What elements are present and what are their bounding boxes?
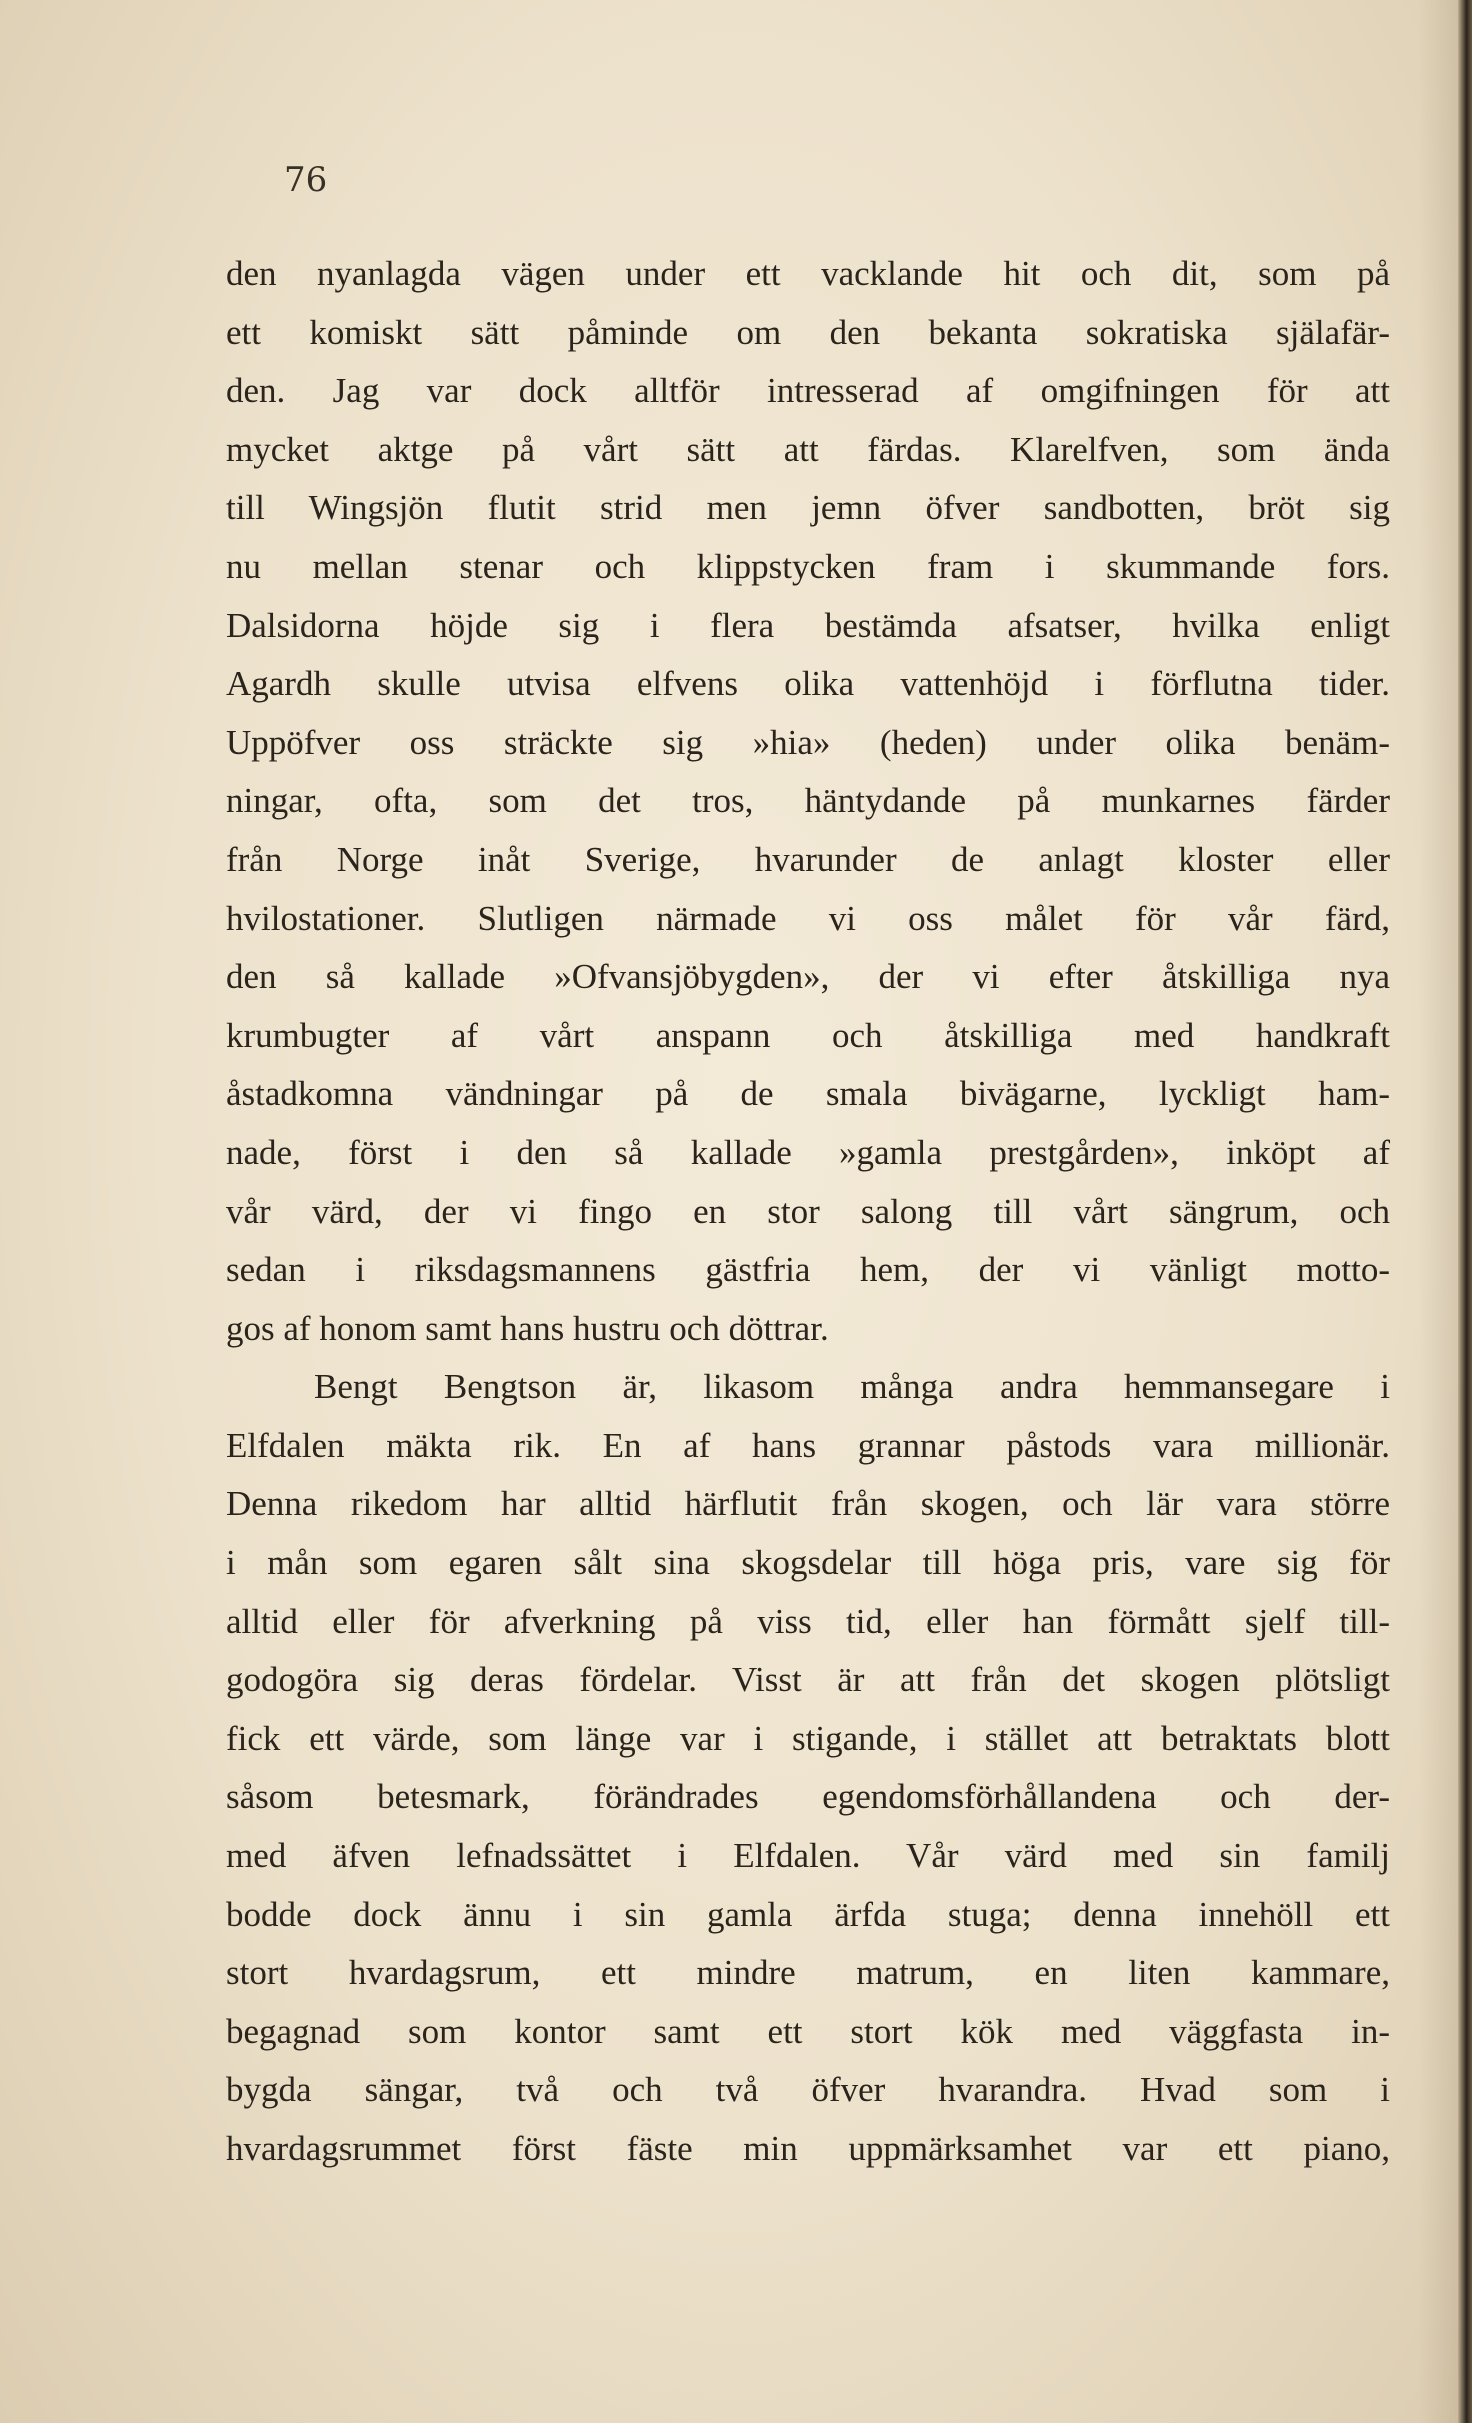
text-line: nade, först i den så kallade »gamla prestgården», inköpt af [226, 1132, 1390, 1172]
text-line: bygda sängar, två och två öfver hvarandra. Hvad som i [226, 2070, 1390, 2110]
text-line: den nyanlagda vägen under ett vacklande hit och dit, som på [226, 254, 1390, 293]
text-line: mycket aktge på vårt sätt att färdas. Klarelfven, som ända [226, 429, 1390, 469]
text-line: begagnad som kontor samt ett stort kök med väggfasta in- [226, 2011, 1390, 2051]
text-line: den. Jag var dock alltför intresserad af omgifningen för att [226, 371, 1390, 411]
page-edge-shadow [1418, 0, 1458, 2423]
text-line: Bengt Bengtson är, likasom många andra hemmansegare i [314, 1367, 1390, 1407]
text-line: åstadkomna vändningar på de smala bivägarne, lyckligt ham- [226, 1074, 1390, 1114]
text-line: alltid eller för afverkning på viss tid, eller han förmått sjelf till- [226, 1601, 1390, 1641]
text-line: med äfven lefnadssättet i Elfdalen. Vår värd med sin familj [226, 1836, 1390, 1876]
page-number: 76 [284, 160, 328, 200]
text-line: ett komiskt sätt påminde om den bekanta sokratiska själafär- [226, 312, 1390, 352]
text-line: gos af honom samt hans hustru och döttrar. [226, 1308, 829, 1348]
text-line: såsom betesmark, förändrades egendomsförhållandena och der- [226, 1777, 1390, 1817]
text-line: hvardagsrummet först fäste min uppmärksamhet var ett piano, [226, 2129, 1390, 2168]
page-binding-edge [1458, 0, 1472, 2423]
text-line: Elfdalen mäkta rik. En af hans grannar påstods vara millionär. [226, 1425, 1390, 1465]
text-line: stort hvardagsrum, ett mindre matrum, en liten kammare, [226, 1953, 1390, 1993]
text-line: till Wingsjön flutit strid men jemn öfver sandbotten, bröt sig [226, 488, 1390, 528]
text-line: nu mellan stenar och klippstycken fram i skummande fors. [226, 546, 1390, 586]
text-line: den så kallade »Ofvansjöbygden», der vi efter åtskilliga nya [226, 957, 1390, 997]
text-line: fick ett värde, som länge var i stigande, i stället att betraktats blott [226, 1718, 1390, 1758]
text-line: sedan i riksdagsmannens gästfria hem, der vi vänligt motto- [226, 1250, 1390, 1290]
text-line: bodde dock ännu i sin gamla ärfda stuga; denna innehöll ett [226, 1894, 1390, 1934]
text-line: Dalsidorna höjde sig i flera bestämda afsatser, hvilka enligt [226, 605, 1390, 645]
text-line: krumbugter af vårt anspann och åtskilliga med handkraft [226, 1015, 1390, 1055]
text-line: Denna rikedom har alltid härflutit från skogen, och lär vara större [226, 1484, 1390, 1524]
text-line: Uppöfver oss sträckte sig »hia» (heden) under olika benäm- [226, 722, 1390, 762]
text-line: från Norge inåt Sverige, hvarunder de anlagt kloster eller [226, 839, 1390, 879]
text-line: hvilostationer. Slutligen närmade vi oss målet för vår färd, [226, 898, 1390, 938]
text-line: godogöra sig deras fördelar. Visst är att från det skogen plötsligt [226, 1660, 1390, 1700]
body-text [226, 245, 1390, 2179]
text-line: i mån som egaren sålt sina skogsdelar till höga pris, vare sig för [226, 1543, 1390, 1583]
text-line: Agardh skulle utvisa elfvens olika vattenhöjd i förflutna tider. [226, 664, 1390, 704]
text-line: ningar, ofta, som det tros, häntydande på munkarnes färder [226, 781, 1390, 821]
text-line: vår värd, der vi fingo en stor salong till vårt sängrum, och [226, 1191, 1390, 1231]
